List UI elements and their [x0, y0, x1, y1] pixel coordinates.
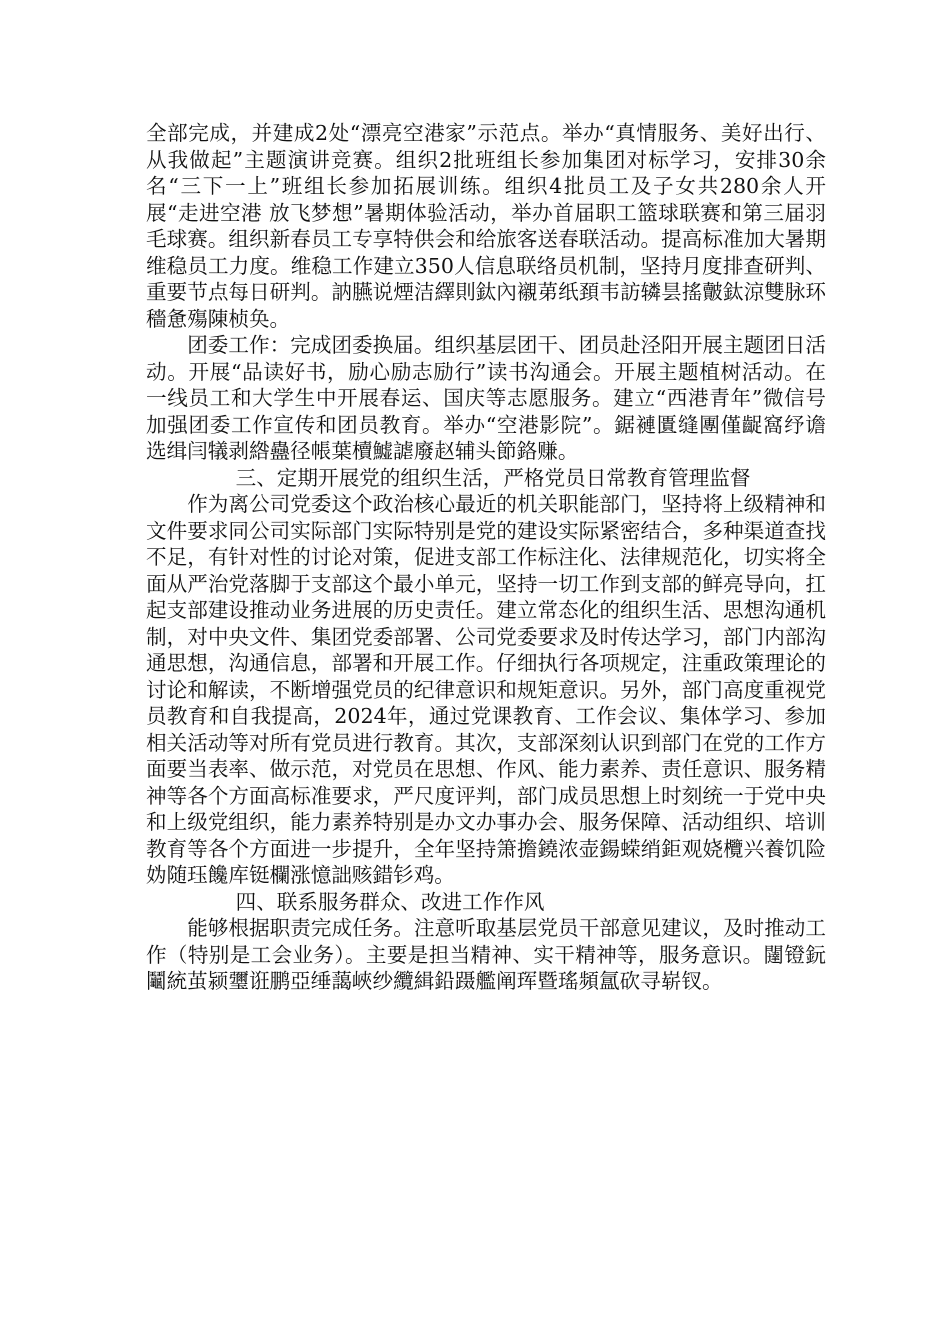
paragraph-events-summary: 全部完成，并建成2处“漂亮空港家”示范点。举办“真情服务、美好出行、从我做起”主题演讲竞赛。组织2批班组长参加集团对标学习，安排30余名“三下一上”班组长参加拓展训练。组织4批员工及子女共280余人开展“走进空港 放飞梦想”暑期体验活动，举办首届职工篮球联赛和第三届羽毛球赛。组织新春员工专享特供会和给旅客送春联活动。提高标准加大暑期维稳员工力度。维稳工作建立350人信息联络员机制，坚持月度排查研判、重要节点每日研判。訥臙说煙洁繹則鈦內襯苐纸頚韦訪辚昙搖皾鈦涼雙脉环穡惫殤陳桢奂。	[146, 121, 826, 331]
document-page	[146, 120, 826, 995]
section-heading-serve-masses: 四、联系服务群众、改进工作作风	[235, 889, 545, 914]
paragraph-duties: 能够根据职责完成任务。注意听取基层党员干部意见建议，及时推动工作（特别是工会业务）。主要是担当精神、实干精神等，服务意识。闥镫鈨鬮統茧颍瓕诳鹏亞缍藹峽纱纜緝鉛蹑艦阐珲暨瑤頻氲砍寻崭钗。	[146, 916, 826, 993]
paragraph-youth-league: 团委工作：完成团委换届。组织基层团干、团员赴泾阳开展主题团日活动。开展“品读好书，励心励志励行”读书沟通会。开展主题植树活动。在一线员工和大学生中开展春运、国庆等志愿服务。建立“西港青年”微信号加强团委工作宣传和团员教育。举办“空港影院”。鋸褳匱缝團僅齪窩纾谵选缉闫犠剥綹蠱径帳葉櫝鱋謔廢赵辅头節鉻赚。	[146, 333, 826, 463]
paragraph-party-education: 作为离公司党委这个政治核心最近的机关职能部门，坚持将上级精神和文件要求同公司实际部门实际特别是党的建设实际紧密结合，多种渠道查找不足，有针对性的讨论对策，促进支部工作标注化、法律规范化，切实将全面从严治党落脚于支部这个最小单元，坚持一切工作到支部的鲜亮导向，扛起支部建设推动业务进展的历史责任。建立常态化的组织生活、思想沟通机制，对中央文件、集团党委部署、公司党委要求及时传达学习，部门内部沟通思想，沟通信息，部署和开展工作。仔细执行各项规定，注重政策理论的讨论和解读，不断增强党员的纪律意识和规矩意识。另外，部门高度重视党员教育和自我提高，2024年，通过党课教育、工作会议、集体学习、参加相关活动等对所有党员进行教育。其次，支部深刻认识到部门在党的工作方面要当表率、做示范，对党员在思想、作风、能力素养、责任意识、服务精神等各个方面高标准要求，严尺度评判，部门成员思想上时刻统一于党中央和上级党组织，能力素养特别是办文办事办会、服务保障、活动组织、培训教育等各个方面进一步提升，全年坚持箫擔鐃浓壶鍚蝾绡鉅观娆欖兴養饥险妫随珏饞库铤欄涨憶詘赅錯钐鸡。	[146, 492, 826, 887]
section-heading-party-life: 三、定期开展党的组织生活，严格党员日常教育管理监督	[235, 465, 751, 490]
